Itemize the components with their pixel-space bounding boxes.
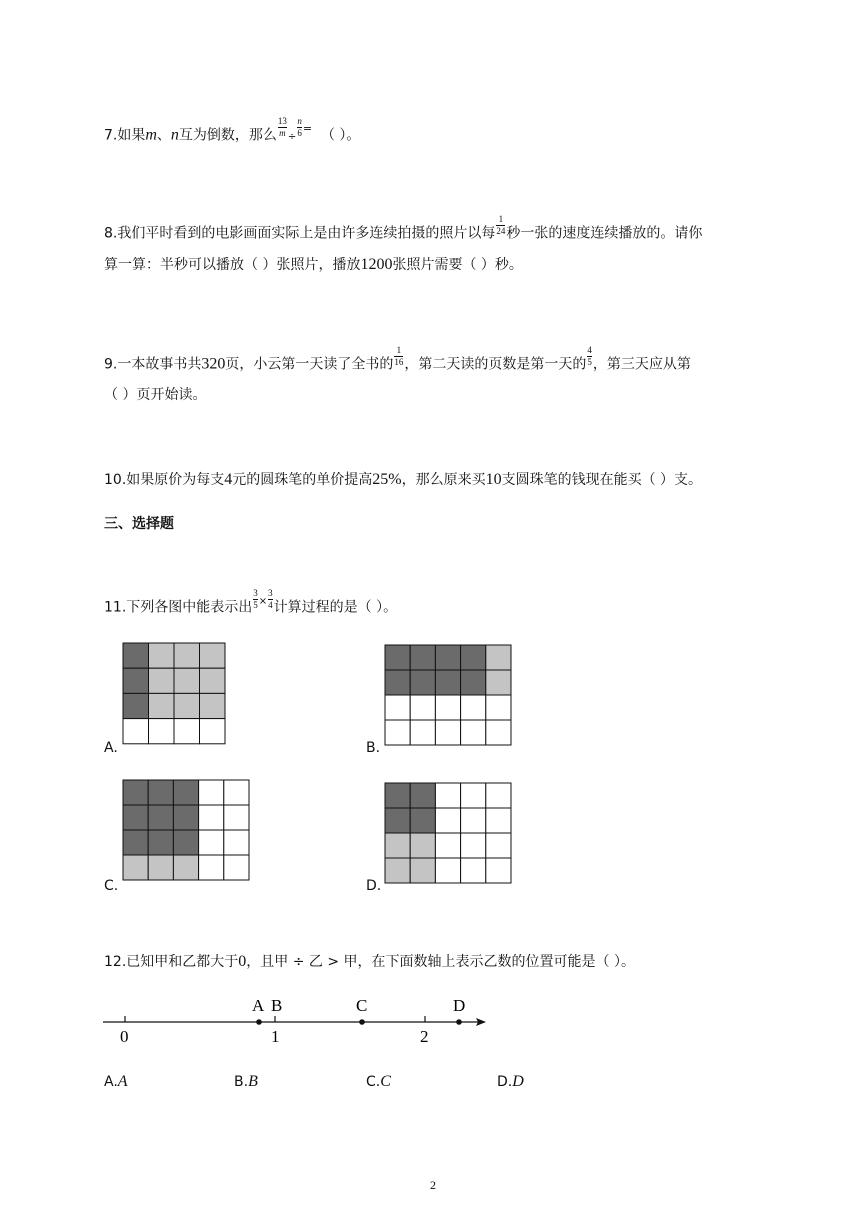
q8-frac-denominator: 24 — [496, 226, 506, 236]
grid-cell — [486, 645, 511, 670]
point-label-b: B — [271, 996, 283, 1015]
q11-f1-denominator: 5 — [253, 600, 258, 610]
question-12 — [104, 953, 635, 971]
grid-cell — [123, 668, 149, 693]
q7-prefix: 7.如果 — [104, 127, 146, 144]
grid-cell — [461, 670, 486, 695]
grid-cell — [149, 643, 175, 668]
option-b-label: B. — [366, 740, 381, 756]
grid-cell — [123, 830, 148, 855]
q7-operator: ÷ — [287, 131, 297, 143]
grid-cell — [224, 780, 249, 805]
grid-cell — [149, 668, 175, 693]
q10-percent: 25% — [372, 471, 402, 488]
number-line — [100, 990, 500, 1050]
q8-line2-b: 张照片需要（ ）秒。 — [392, 257, 523, 273]
grid-cell — [148, 855, 173, 880]
grid-cell — [148, 805, 173, 830]
grid-cell — [385, 720, 410, 745]
q7-var-n: n — [170, 126, 179, 144]
q12-option-b-value: B — [248, 1073, 258, 1090]
q8-line1-b: 秒一张的速度连续播放的。请你 — [506, 225, 703, 242]
q12-option-b-label: B. — [234, 1074, 249, 1090]
grid-cell — [224, 805, 249, 830]
q12-option-a-label: A. — [104, 1074, 118, 1090]
grid-cell — [435, 858, 460, 883]
q12-option-c-label: C. — [366, 1074, 381, 1090]
grid-cell — [461, 720, 486, 745]
grid-option-d — [384, 782, 512, 884]
q9-line2: （ ）页开始读。 — [104, 387, 207, 403]
grid-cell — [200, 643, 226, 668]
q11-f2-numerator: 3 — [268, 588, 273, 598]
tick-label-2: 2 — [420, 1027, 429, 1046]
grid-cell — [200, 693, 226, 718]
grid-option-a — [122, 642, 226, 746]
q8-line2-a: 算一算：半秒可以播放（ ）张照片，播放 — [104, 257, 361, 273]
grid-cell — [461, 833, 486, 858]
section-3-heading: 三、选择题 — [104, 516, 174, 532]
grid-cell — [200, 719, 226, 744]
point-label-a: A — [252, 996, 265, 1015]
q8-line1-a: 8.我们平时看到的电影画面实际上是由许多连续拍摄的照片以每 — [104, 225, 496, 242]
q12-a: 12.已知甲和乙都大于 — [104, 954, 239, 970]
q9-line1-b: 页，小云第一天读了全书的 — [225, 356, 394, 373]
grid-cell — [385, 645, 410, 670]
grid-cell — [486, 808, 511, 833]
option-a-label: A. — [104, 740, 118, 756]
grid-cell — [173, 780, 198, 805]
point-label-c: C — [356, 996, 368, 1015]
question-9-line-2 — [104, 386, 206, 404]
grid-cell — [199, 780, 224, 805]
grid-cell — [173, 805, 198, 830]
grid-option-c — [122, 779, 250, 881]
q12-option-b — [234, 1073, 258, 1091]
q12-number-0: 0 — [238, 953, 247, 970]
point-c — [359, 1019, 365, 1025]
grid-cell — [123, 805, 148, 830]
grid-cell — [148, 830, 173, 855]
q7-fraction-1 — [278, 116, 287, 139]
q11-f2-denominator: 4 — [268, 600, 273, 610]
q9-f1-numerator: 1 — [396, 345, 402, 355]
q7-var-m: m — [145, 126, 157, 144]
q12-option-c — [366, 1073, 391, 1091]
grid-cell — [410, 670, 435, 695]
grid-cell — [410, 645, 435, 670]
q8-frac-numerator: 1 — [498, 214, 504, 224]
point-d — [456, 1019, 462, 1025]
grid-cell — [385, 833, 410, 858]
q9-fraction-2 — [587, 345, 592, 368]
q10-number-4: 4 — [224, 471, 233, 488]
grid-cell — [435, 720, 460, 745]
grid-cell — [410, 695, 435, 720]
grid-cell — [174, 643, 200, 668]
q12-option-d-value: D — [512, 1073, 524, 1090]
grid-cell — [148, 780, 173, 805]
grid-cell — [385, 808, 410, 833]
grid-cell — [173, 830, 198, 855]
grid-cell — [435, 783, 460, 808]
grid-cell — [461, 645, 486, 670]
grid-cell — [435, 833, 460, 858]
q7-f2-numerator: n — [297, 116, 302, 126]
grid-cell — [123, 693, 149, 718]
grid-cell — [486, 695, 511, 720]
point-a — [256, 1019, 262, 1025]
q9-line1-d: ，第三天应从第 — [592, 356, 691, 373]
option-c-label: C. — [104, 878, 119, 894]
q7-f1-numerator: 13 — [277, 116, 287, 126]
q7-f2-denominator: 6 — [297, 128, 302, 138]
q12-option-a-value: A — [117, 1073, 128, 1090]
grid-cell — [486, 833, 511, 858]
q9-line1-c: ，第二天读的页数是第一天的 — [404, 356, 587, 373]
grid-cell — [199, 855, 224, 880]
q11-operator: × — [258, 595, 268, 607]
q10-a: 10.如果原价为每支 — [104, 472, 225, 488]
option-d-label: D. — [366, 878, 382, 894]
grid-cell — [410, 833, 435, 858]
q9-f2-numerator: 4 — [587, 345, 592, 355]
q12-option-c-value: C — [380, 1073, 391, 1090]
q10-c: ，那么原来买 — [401, 472, 486, 488]
q7-mid: 互为倒数，那么 — [178, 127, 277, 144]
q10-b: 元的圆珠笔的单价提高 — [232, 472, 373, 488]
grid-cell — [199, 830, 224, 855]
grid-cell — [410, 808, 435, 833]
question-8-line-2 — [104, 256, 523, 274]
grid-cell — [410, 720, 435, 745]
grid-cell — [486, 783, 511, 808]
grid-cell — [123, 780, 148, 805]
grid-cell — [224, 830, 249, 855]
q10-number-10: 10 — [485, 471, 502, 488]
grid-cell — [174, 719, 200, 744]
grid-cell — [385, 858, 410, 883]
grid-cell — [385, 695, 410, 720]
tick-label-1: 1 — [271, 1027, 280, 1046]
grid-cell — [435, 695, 460, 720]
grid-cell — [149, 719, 175, 744]
q9-f2-denominator: 5 — [587, 357, 592, 367]
q9-fraction-1 — [394, 345, 403, 368]
grid-cell — [461, 695, 486, 720]
q11-fraction-1 — [253, 588, 258, 611]
grid-cell — [435, 670, 460, 695]
q8-number-1200: 1200 — [360, 256, 393, 273]
q11-fraction-2 — [268, 588, 273, 611]
grid-cell — [486, 720, 511, 745]
grid-cell — [173, 855, 198, 880]
grid-cell — [123, 719, 149, 744]
question-11 — [104, 588, 398, 619]
grid-cell — [461, 783, 486, 808]
question-10 — [104, 471, 702, 489]
q7-blank: （ ）。 — [320, 127, 361, 144]
tick-label-0: 0 — [120, 1027, 129, 1046]
q7-fraction-2 — [297, 116, 302, 139]
grid-cell — [410, 783, 435, 808]
q11-a: 11.下列各图中能表示出 — [104, 599, 253, 616]
q12-b: ，且甲 ÷ 乙 > 甲，在下面数轴上表示乙数的位置可能是（ ）。 — [246, 954, 635, 970]
q11-f1-numerator: 3 — [253, 588, 258, 598]
q7-f1-denominator: m — [279, 128, 286, 138]
q12-option-d-label: D. — [497, 1074, 513, 1090]
grid-option-b — [384, 644, 512, 746]
grid-cell — [385, 670, 410, 695]
grid-cell — [385, 783, 410, 808]
q9-line1-a: 9.一本故事书共 — [104, 356, 202, 373]
grid-cell — [224, 855, 249, 880]
q8-fraction — [496, 214, 505, 237]
q7-sep: 、 — [156, 127, 171, 144]
q11-b: 计算过程的是（ ）。 — [273, 599, 398, 616]
page-number: 2 — [430, 1178, 436, 1192]
grid-cell — [486, 670, 511, 695]
grid-cell — [123, 855, 148, 880]
grid-cell — [123, 643, 149, 668]
grid-cell — [486, 858, 511, 883]
question-9-line-1 — [104, 345, 691, 376]
q12-option-d — [497, 1073, 524, 1091]
q10-d: 支圆珠笔的钱现在能买（ ）支。 — [501, 472, 703, 488]
q12-option-a — [104, 1073, 128, 1091]
grid-cell — [435, 645, 460, 670]
q9-f1-denominator: 16 — [394, 357, 404, 367]
grid-cell — [174, 668, 200, 693]
q9-number-320: 320 — [201, 355, 226, 373]
grid-cell — [200, 668, 226, 693]
q7-equals: = — [302, 121, 313, 135]
point-label-d: D — [453, 996, 466, 1015]
grid-cell — [410, 858, 435, 883]
grid-cell — [461, 808, 486, 833]
question-7 — [104, 116, 361, 147]
grid-cell — [199, 805, 224, 830]
grid-cell — [435, 808, 460, 833]
grid-cell — [149, 693, 175, 718]
grid-cell — [174, 693, 200, 718]
grid-cell — [461, 858, 486, 883]
question-8-line-1 — [104, 214, 703, 245]
